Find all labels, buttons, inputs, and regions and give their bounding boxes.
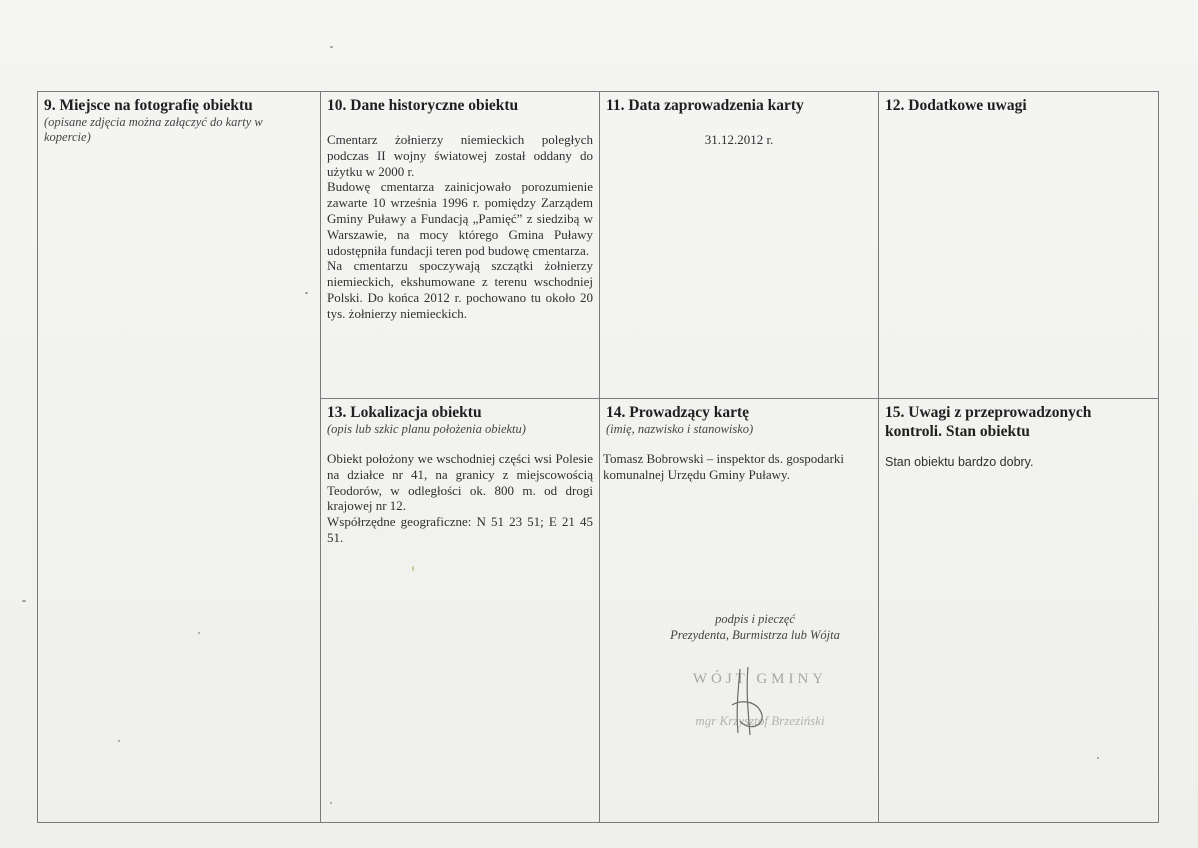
cell-card-keeper-subtitle: (imię, nazwisko i stanowisko)	[606, 422, 754, 436]
signature-scribble	[718, 661, 778, 741]
inspection-status: Stan obiektu bardzo dobry.	[885, 455, 1034, 469]
cell-inspection-notes	[879, 399, 1158, 822]
cell-card-keeper	[600, 399, 878, 822]
location-paragraph: Współrzędne geograficzne: N 51 23 51; E 21 45 51.	[327, 514, 593, 545]
cell-additional-notes-title: 12. Dodatkowe uwagi	[885, 97, 1027, 114]
cell-history-body	[327, 132, 593, 322]
cell-location-title: 13. Lokalizacja obiektu	[327, 404, 482, 421]
cell-card-keeper-title: 14. Prowadzący kartę	[606, 404, 750, 421]
cell-entry-date	[600, 92, 878, 398]
official-stamp-name: mgr Krzysztof Brzeziński	[695, 713, 825, 728]
cell-photo-title: 9. Miejsce na fotografię obiektu	[44, 97, 253, 114]
scan-speck	[22, 600, 26, 602]
history-paragraph: Cmentarz żołnierzy niemieckich poległych podczas II wojny światowej został oddany do użytku w 2000 r.	[327, 132, 593, 179]
cell-additional-notes	[879, 92, 1158, 398]
record-card-table	[37, 91, 1159, 823]
history-paragraph: Na cmentarzu spoczywają szczątki żołnierzy niemieckich, ekshumowane z terenu wschodniej Polski. Do końca 2012 r. pochowano tu około 20 tys. żołnierzy niemieckich.	[327, 258, 593, 321]
location-paragraph: Obiekt położony we wschodniej części wsi Polesie na działce nr 41, na granicy z miejscowością Teodorów, w odległości ok. 800 m. od drogi krajowej nr 12.	[327, 451, 593, 514]
cell-location-subtitle: (opis lub szkic planu położenia obiektu)	[327, 422, 526, 436]
entry-date-value: 31.12.2012 r.	[704, 132, 774, 147]
cell-history-title: 10. Dane historyczne obiektu	[327, 97, 519, 114]
scan-speck	[330, 46, 333, 48]
cell-entry-date-title: 11. Data zaprowadzenia karty	[606, 97, 804, 114]
card-keeper-name: Tomasz Bobrowski – inspektor ds. gospodarki komunalnej Urzędu Gminy Puławy.	[603, 451, 845, 482]
cell-location	[321, 399, 599, 822]
history-paragraph: Budowę cmentarza zainicjowało porozumienie zawarte 10 września 1996 r. pomiędzy Zarządem Gminy Puławy a Fundacją „Pamięć” z siedzibą w Warszawie, na mocy którego Gmina Puławy udostępniła fundacji teren pod budowę cmentarza.	[327, 179, 593, 258]
cell-inspection-notes-title: 15. Uwagi z przeprowadzonych kontroli. Stan obiektu	[885, 404, 1092, 440]
cell-photo-subtitle: (opisane zdjęcia można załączyć do karty w kopercie)	[44, 115, 263, 144]
official-stamp-title: WÓJT GMINY	[692, 671, 828, 687]
cell-history	[321, 92, 599, 398]
cell-photo	[38, 92, 320, 822]
cell-location-body	[327, 451, 593, 546]
signature-caption: Prezydenta, Burmistrza lub Wójta	[670, 628, 840, 642]
signature-caption: podpis i pieczęć	[715, 612, 795, 626]
